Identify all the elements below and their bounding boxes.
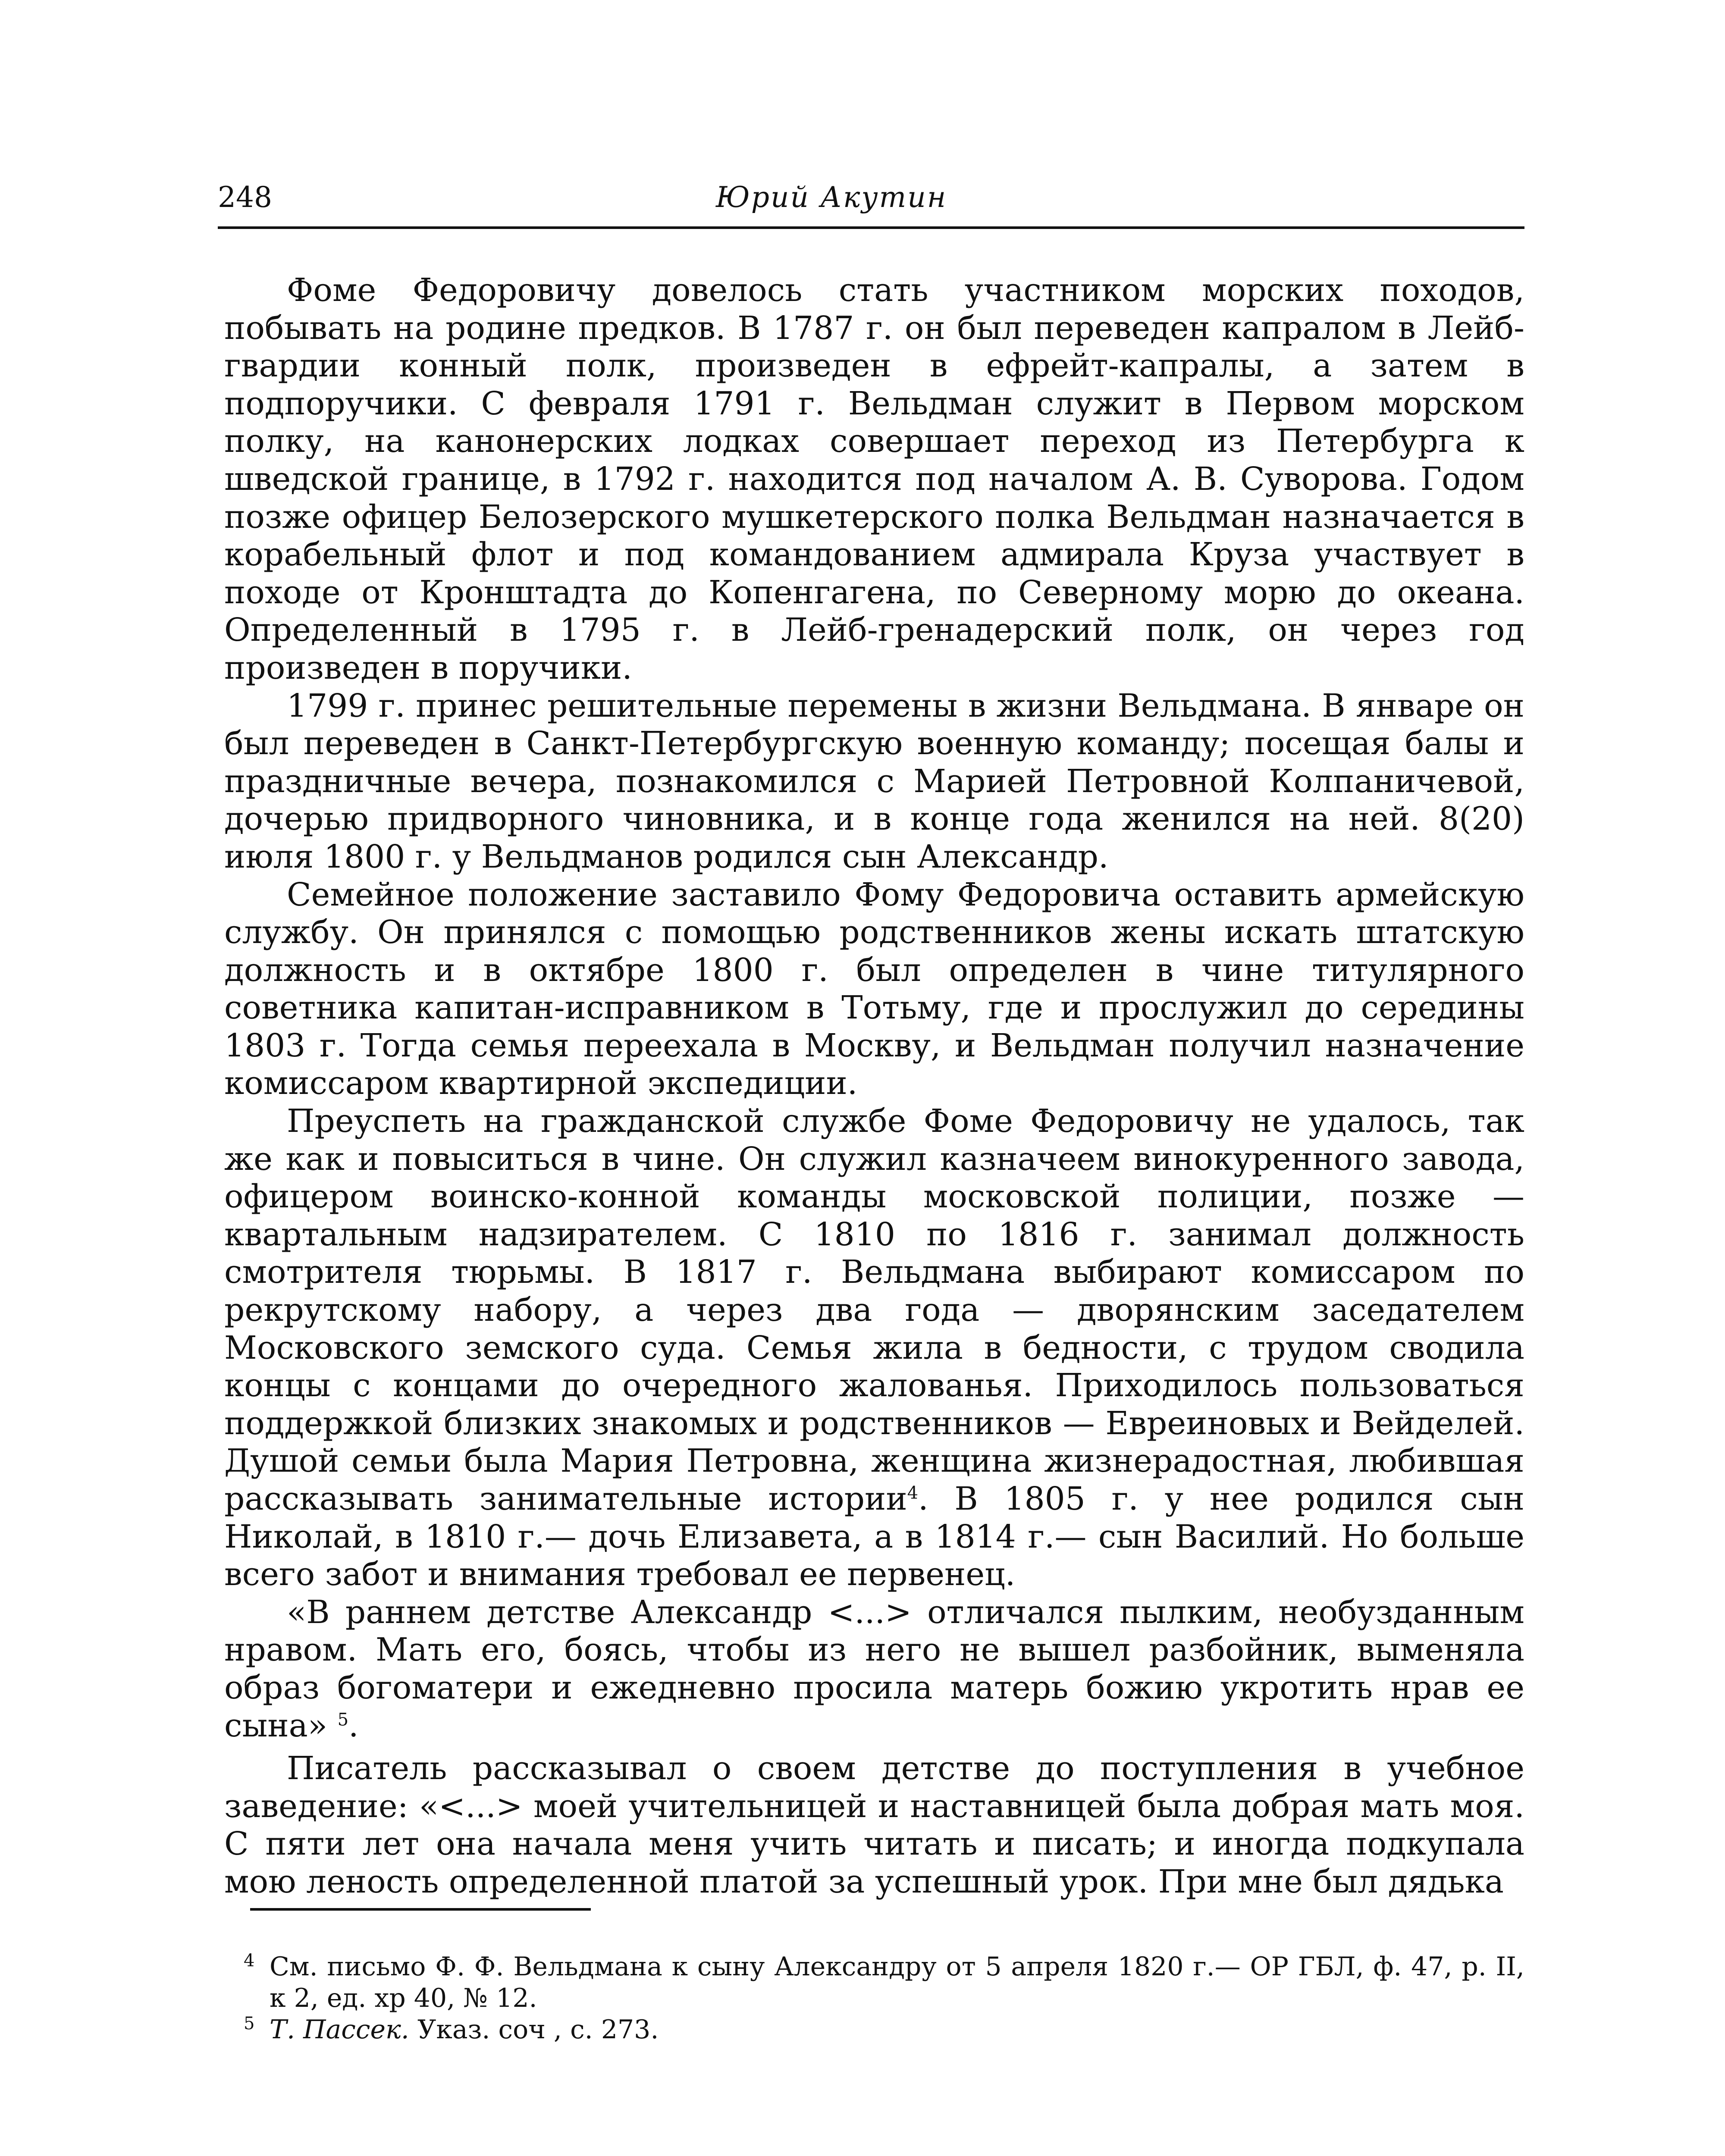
- running-title: Юрий Акутин: [716, 181, 947, 214]
- quotation-text: «В раннем детстве Александр <...> отличался пылким, необузданным нравом. Мать его, боясь, чтобы из него не вышел разбойник, выменяла образ богоматери и ежедневно просила матерь божию укротить нрав ее сына»: [224, 1593, 1524, 1744]
- footnote: $^4$ См. письмо Ф. Ф. Вельдмана к сыну Александру от 5 апреля 1820 г.— ОР ГБЛ, ф. 47, р. II, к 2, ед. хр 40, № 12.: [244, 1951, 1524, 2013]
- paragraph: [224, 876, 1524, 1103]
- footnote-author: Т. Пассек.: [270, 2015, 409, 2045]
- paragraph-text: Писатель рассказывал о своем детстве до поступления в учебное заведение: «<...> моей учительницей и наставницей была добрая мать моя. С пяти лет она начала меня учить читать и писать; и иногда подкупала мою леность определенной платой за успешный урок. При мне был дядька: [224, 1750, 1524, 1900]
- main-text: [224, 272, 1524, 1901]
- footnote-text: См. письмо Ф. Ф. Вельдмана к сыну Александру от 5 апреля 1820 г.— ОР ГБЛ, ф. 47, р. II, к 2, ед. хр 40, № 12.: [270, 1952, 1524, 2013]
- footnote-text: Указ. соч , с. 273.: [409, 2015, 659, 2045]
- paragraph-text: 1799 г. принес решительные перемены в жизни Вельдмана. В январе он был переведен в Санкт-Петербургскую военную команду; посещая балы и праздничные вечера, познакомился с Марией Петровной Колпаничевой, дочерью придворного чиновника, и в конце года женился на ней. 8(20) июля 1800 г. у Вельдманов родился сын Александр.: [224, 687, 1524, 875]
- footnote-rule: [250, 1908, 591, 1911]
- paragraph-text: Фоме Федоровичу довелось стать участником морских походов, побывать на родине предков. В 1787 г. он был переведен капралом в Лейб-гвардии конный полк, произведен в ефрейт-капралы, а затем в подпоручики. С февраля 1791 г. Вельдман служит в Первом морском полку, на канонерских лодках совершает переход из Петербурга к шведской границе, в 1792 г. находится под началом А. В. Суворова. Годом позже офицер Белозерского мушкетерского полка Вельдман назначается в корабельный флот и под командованием адмирала Круза участвует в походе от Кронштадта до Копенгагена, по Северному морю до океана. Определенный в 1795 г. в Лейб-гренадерский полк, он через год произведен в поручики.: [224, 272, 1524, 686]
- paragraph: [224, 687, 1524, 876]
- paragraph: [224, 1103, 1524, 1594]
- footnote: $^5$ Т. Пассек. Указ. соч , с. 273.: [244, 2014, 659, 2045]
- paragraph-text: Преуспеть на гражданской службе Фоме Федоровичу не удалось, так же как и повыситься в чине. Он служил казначеем винокуренного завода, офицером воинско-конной команды московской полиции, позже — квартальным надзирателем. С 1810 по 1816 г. занимал должность смотрителя тюрьмы. В 1817 г. Вельдмана выбирают комиссаром по рекрутскому набору, а через два года — дворянским заседателем Московского земского суда. Семья жила в бедности, с трудом сводила концы с концами до очередного жалованья. Приходилось пользоваться поддержкой близких знакомых и родственников — Евреиновых и Вейделей. Душой семьи была Мария Петровна, женщина жизнерадостная, любившая рассказывать занимательные истории: [224, 1103, 1524, 1517]
- paragraph: [224, 1750, 1524, 1901]
- footnotes: [244, 1951, 1524, 2046]
- paragraph: [224, 272, 1524, 687]
- paragraph-text: Семейное положение заставило Фому Федоровича оставить армейскую службу. Он принялся с помощью родственников жены искать штатскую должность и в октябре 1800 г. был определен в чине титулярного советника капитан-исправником в Тотьму, где и прослужил до середины 1803 г. Тогда семья переехала в Москву, и Вельдман получил назначение комиссаром квартирной экспедиции.: [224, 876, 1524, 1102]
- paragraph-text: . В 1805 г. у нее родился сын Николай, в 1810 г.— дочь Елизавета, а в 1814 г.— сын Василий. Но больше всего забот и внимания требовал ее первенец.: [224, 1480, 1524, 1593]
- paragraph-text: .: [348, 1707, 359, 1744]
- footnote-ref: 5: [337, 1709, 349, 1730]
- footnote-ref: 4: [907, 1483, 919, 1503]
- page-number: 248: [218, 181, 272, 214]
- header-rule: [218, 226, 1524, 229]
- paragraph: [224, 1594, 1524, 1745]
